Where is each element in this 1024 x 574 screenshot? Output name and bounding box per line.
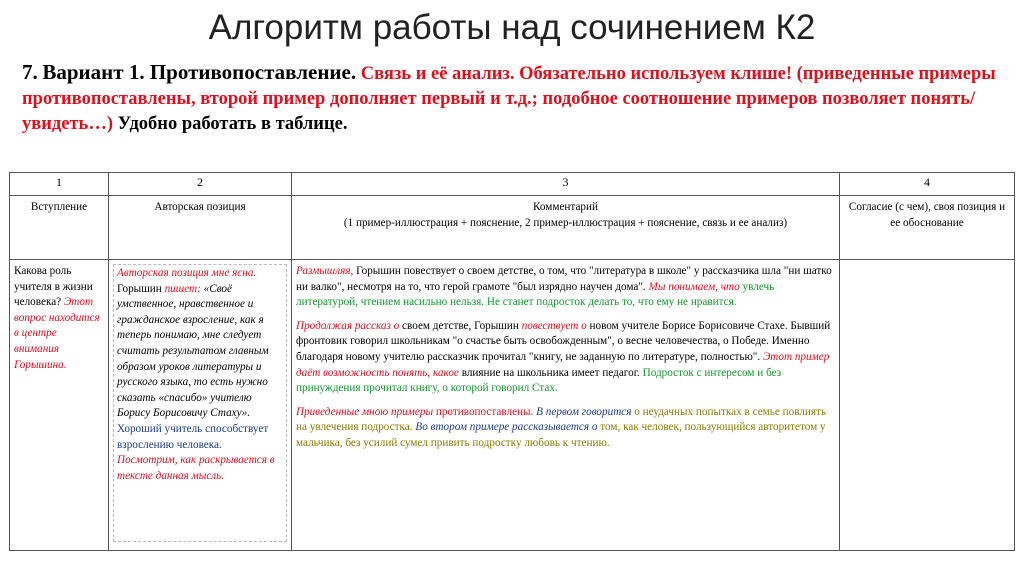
commentary-phrase: Продолжая рассказ о <box>296 319 400 332</box>
essay-table <box>9 172 1015 551</box>
commentary-phrase: В первом говорится <box>536 405 632 418</box>
commentary-phrase: Во втором примере рассказывается о <box>415 421 598 434</box>
column-number: 2 <box>109 173 292 196</box>
header-intro: Вступление <box>10 196 109 260</box>
header-commentary-title: Комментарий <box>533 201 598 213</box>
commentary-text: влияние на школьника имеет педагог. <box>461 366 640 379</box>
author-transition: Посмотрим, как раскрывается в тексте данная мысль. <box>117 454 275 482</box>
intro-note: Этот вопрос находится в центре внимания Горышина. <box>14 296 100 371</box>
agreement-cell <box>840 260 1015 551</box>
commentary-phrase: Этот пример даёт возможность понять, какое <box>296 350 830 379</box>
commentary-text: новом учителе Борисе Борисовиче Стахе. Бывший фронтовик говорил школьникам "о счастье быть освобожденным", о весне человечества, о Победе. Именно благодаря новому учителю рассказчик прочитал "книгу, не заданную по литературе, полностью". <box>296 319 831 363</box>
author-position-box <box>113 264 287 542</box>
author-position-lead: Авторская позиция мне ясна. <box>117 267 257 279</box>
commentary-text: Горышин повествует о своем детстве, о том, что "литература в школе" у рассказчика шла "ни шатко ни валко", несмотря на то, что герой грамоте "был изрядно научен дома". <box>296 265 832 293</box>
header-commentary-subtitle: (1 пример-иллюстрация + пояснение, 2 пример-иллюстрация + пояснение, связь и ее анализ) <box>343 216 788 229</box>
column-number: 3 <box>292 173 840 196</box>
commentary-phrase: Размышляя, <box>296 265 354 277</box>
slide-title: Алгоритм работы над сочинением К2 <box>208 8 816 47</box>
author-position-cell <box>109 260 292 551</box>
commentary-text: своем детстве, Горышин <box>402 319 519 332</box>
task-heading: Вариант 1. Противопоставление. <box>42 60 357 84</box>
content-row <box>10 260 1015 551</box>
author-writes: пишет: <box>164 282 201 295</box>
commentary-phrase: противопоставлены. <box>435 405 534 418</box>
commentary-phrase: повествует о <box>521 319 587 332</box>
author-thesis: Хороший учитель способствует взрослению человека. <box>117 422 269 451</box>
intro-cell <box>10 260 109 551</box>
commentary-text: том, как человек, пользующийся авторитетом у мальчика, без усилий сумел привить подростку любовь к чтению. <box>296 421 826 449</box>
task-description <box>22 60 1012 137</box>
header-row <box>10 196 1015 260</box>
commentary-phrase: Мы понимаем, что <box>648 280 740 293</box>
commentary-phrase: Приведенные мною примеры <box>296 405 434 418</box>
column-number: 4 <box>840 173 1015 196</box>
header-author-position: Авторская позиция <box>109 196 292 260</box>
header-agreement: Согласие (с чем), своя позиция и ее обоснование <box>840 196 1015 260</box>
commentary-cell <box>292 260 840 551</box>
commentary-example-1 <box>296 264 835 311</box>
author-quote: «Своё умственное, нравственное и гражданское взросление, как я теперь понимаю, мне следует считать результатом главным образом уроков литературы и русского языка, то есть нужно сказать «спасибо» учителю Борису Борисовичу Стаху». <box>117 282 269 420</box>
column-number-row <box>10 173 1015 196</box>
commentary-text: о неудачных попытках в семье повлиять на увлечения подростка. <box>296 405 827 434</box>
task-number: 7. <box>22 60 38 84</box>
commentary-explanation: Подросток с интересом и без принуждения прочитал книгу, о которой говорил Стах. <box>296 366 782 395</box>
commentary-link-analysis <box>296 405 835 452</box>
task-instructions: Связь и её анализ. Обязательно используем клише! (приведенные примеры противопоставлены, второй пример дополняет первый и т.д.; подобное соотношение примеров позволяет понять/ увидеть…) <box>22 64 996 134</box>
commentary-example-2 <box>296 319 835 397</box>
commentary-explanation: увлечь литературой, чтением насильно нельзя. Не станет подросток делать то, что ему не нравится. <box>296 280 775 309</box>
intro-question: Какова роль учителя в жизни человека? <box>14 265 93 309</box>
column-number: 1 <box>10 173 109 196</box>
task-tip: Удобно работать в таблице. <box>117 114 348 134</box>
author-name: Горышин <box>117 282 162 295</box>
header-commentary <box>292 196 840 260</box>
